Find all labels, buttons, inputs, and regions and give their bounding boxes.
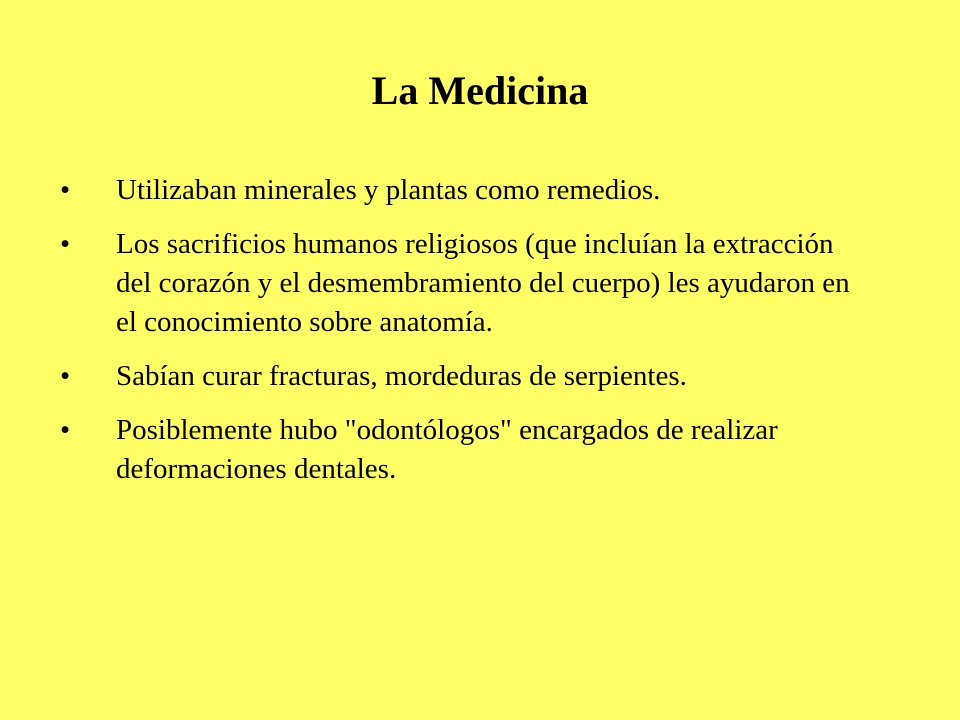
bullet-icon: • <box>60 414 71 446</box>
bullet-text: Los sacrificios humanos religiosos (que incluían la extracción del corazón y el desmembramiento del cuerpo) les ayudaron en el conocimiento sobre anatomía. <box>116 228 850 338</box>
bullet-list <box>60 171 850 504</box>
bullet-text: Utilizaban minerales y plantas como remedios. <box>116 174 661 206</box>
slide-title: La Medicina <box>371 68 589 113</box>
bullet-item <box>60 411 850 489</box>
bullet-item <box>60 171 850 210</box>
bullet-item <box>60 225 850 342</box>
bullet-text: Sabían curar fracturas, mordeduras de serpientes. <box>116 360 687 392</box>
bullet-icon: • <box>60 228 71 260</box>
bullet-icon: • <box>60 174 71 206</box>
bullet-item <box>60 357 850 396</box>
bullet-text: Posiblemente hubo "odontólogos" encargados de realizar deformaciones dentales. <box>116 414 778 485</box>
bullet-icon: • <box>60 360 71 392</box>
